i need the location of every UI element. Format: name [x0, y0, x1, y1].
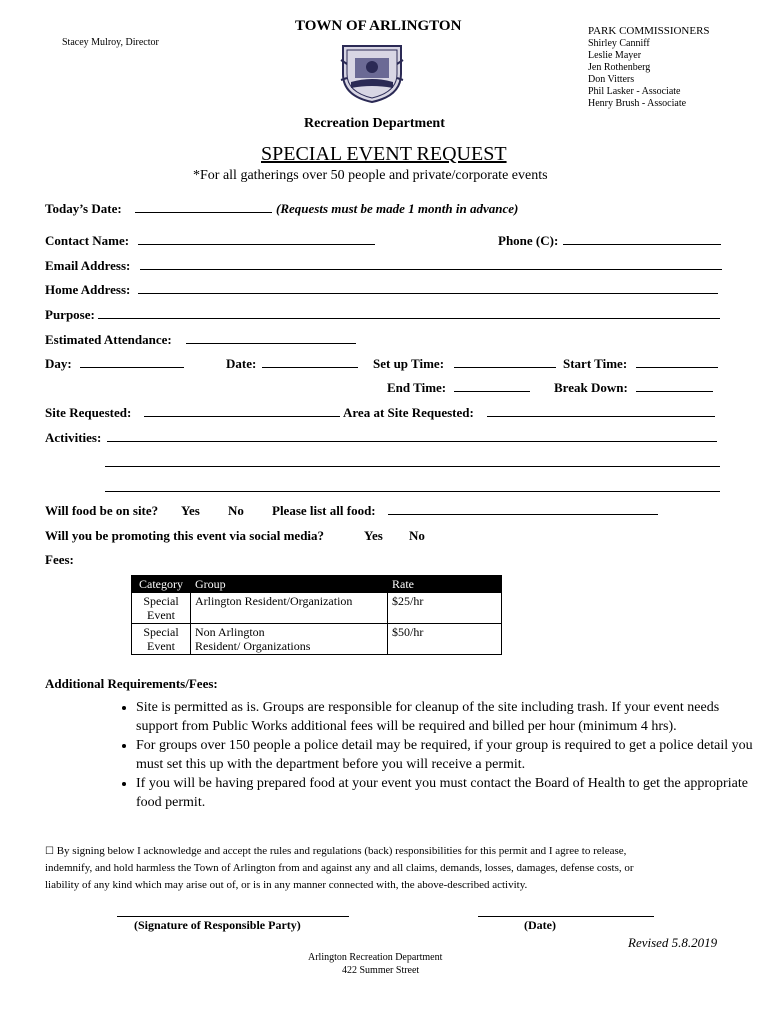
- site-requested-label: Site Requested:: [45, 405, 132, 420]
- phone-label: Phone (C):: [498, 233, 559, 248]
- footer-line-1: Arlington Recreation Department: [308, 952, 443, 963]
- commissioner-4: Don Vitters: [588, 74, 635, 85]
- group-cell: [191, 624, 388, 655]
- home-address-field[interactable]: [138, 283, 718, 294]
- end-time-label: End Time:: [387, 380, 447, 395]
- end-time-field[interactable]: [454, 381, 530, 392]
- attendance-label: Estimated Attendance:: [45, 332, 172, 347]
- area-field[interactable]: [487, 406, 715, 417]
- header-category: Category: [132, 576, 191, 593]
- date-signed-field[interactable]: [478, 906, 654, 917]
- agreement-checkbox[interactable]: ☐: [45, 846, 54, 857]
- group-cell: [191, 593, 388, 624]
- start-time-field[interactable]: [636, 357, 718, 368]
- commissioner-2: Leslie Mayer: [588, 50, 642, 61]
- group-line-1: Non Arlington: [195, 625, 265, 639]
- break-down-field[interactable]: [636, 381, 713, 392]
- commissioner-1: Shirley Canniff: [588, 38, 650, 49]
- category-line-2: Event: [147, 608, 175, 622]
- header-rate: Rate: [388, 576, 502, 593]
- commissioner-5: Phil Lasker - Associate: [588, 86, 681, 97]
- date-signed-label: (Date): [524, 918, 556, 932]
- setup-time-field[interactable]: [454, 357, 556, 368]
- commissioners-title: PARK COMMISSIONERS: [588, 25, 710, 37]
- contact-name-label: Contact Name:: [45, 233, 130, 248]
- phone-field[interactable]: [563, 234, 721, 245]
- date-field[interactable]: [262, 357, 358, 368]
- food-list-label: Please list all food:: [272, 503, 376, 518]
- list-item: • If you will be having prepared food at your event you must contact the Board of Health to get the appropriate food permit.: [136, 774, 756, 812]
- form-title: SPECIAL EVENT REQUEST: [261, 143, 507, 165]
- signature-label: (Signature of Responsible Party): [134, 918, 301, 932]
- list-item: • Site is permitted as is. Groups are responsible for cleanup of the site including trash. If your event needs support from Public Works additional fees will be required and billed per hour (minimum 4 hrs).: [136, 698, 756, 736]
- social-yes-option[interactable]: Yes: [364, 528, 383, 543]
- attendance-field[interactable]: [186, 333, 356, 344]
- department-name: Recreation Department: [304, 116, 445, 131]
- director-name: Stacey Mulroy, Director: [62, 37, 159, 48]
- agreement-line-2: indemnify, and hold harmless the Town of Arlington from and against any and all claims, demands, losses, damages, defense costs, or: [45, 862, 634, 874]
- food-list-field[interactable]: [388, 504, 658, 515]
- email-label: Email Address:: [45, 258, 131, 273]
- email-field[interactable]: [140, 259, 722, 270]
- table-header-row: [132, 576, 502, 593]
- commissioner-6: Henry Brush - Associate: [588, 98, 687, 109]
- food-question: Will food be on site?: [45, 503, 159, 518]
- table-row: [132, 593, 502, 624]
- activities-field-2[interactable]: [105, 456, 720, 467]
- purpose-field[interactable]: [98, 308, 720, 319]
- advance-note: (Requests must be made 1 month in advance): [276, 201, 519, 216]
- purpose-label: Purpose:: [45, 307, 95, 322]
- footer-line-2: 422 Summer Street: [342, 965, 420, 976]
- social-media-question: Will you be promoting this event via social media?: [45, 528, 325, 543]
- rate-cell: $25/hr: [388, 593, 502, 624]
- activities-field-3[interactable]: [105, 481, 720, 492]
- revised-date: Revised 5.8.2019: [628, 935, 718, 950]
- food-yes-option[interactable]: Yes: [181, 503, 200, 518]
- group-line-2: Resident/ Organizations: [195, 639, 311, 653]
- contact-name-field[interactable]: [138, 234, 375, 245]
- table-row: [132, 624, 502, 655]
- food-no-option[interactable]: No: [228, 503, 244, 518]
- area-label: Area at Site Requested:: [343, 405, 474, 420]
- commissioner-3: Jen Rothenberg: [588, 62, 651, 73]
- todays-date-label: Today’s Date:: [45, 201, 122, 216]
- start-time-label: Start Time:: [563, 356, 628, 371]
- category-line-2: Event: [147, 639, 175, 653]
- category-line-1: Special: [143, 594, 179, 608]
- activities-label: Activities:: [45, 430, 102, 445]
- todays-date-field[interactable]: [135, 202, 272, 213]
- category-line-1: Special: [143, 625, 179, 639]
- day-label: Day:: [45, 356, 72, 371]
- form-subtitle: *For all gatherings over 50 people and private/corporate events: [193, 168, 548, 183]
- agreement-text: [45, 843, 634, 894]
- setup-time-label: Set up Time:: [373, 356, 445, 371]
- activities-field-1[interactable]: [107, 431, 717, 442]
- category-cell: [132, 624, 191, 655]
- group-line-1: Arlington Resident/Organization: [195, 594, 353, 608]
- signature-field[interactable]: [117, 906, 349, 917]
- header-group: Group: [191, 576, 388, 593]
- agreement-line-3: liability of any kind which may arise out of, or is in any manner connected with, the above-described activity.: [45, 879, 528, 891]
- day-field[interactable]: [80, 357, 184, 368]
- additional-requirements-title: Additional Requirements/Fees:: [45, 676, 218, 691]
- requirements-list: [112, 698, 756, 812]
- fees-label: Fees:: [45, 552, 74, 567]
- break-down-label: Break Down:: [554, 380, 628, 395]
- fees-table: [131, 575, 502, 655]
- agreement-line-1: By signing below I acknowledge and accept the rules and regulations (back) responsibilities for this permit and I agree to release,: [56, 845, 627, 857]
- list-item: • For groups over 150 people a police detail may be required, if your group is required to get a police detail you must set this up with the department before you will receive a permit.: [136, 736, 756, 774]
- date-label: Date:: [226, 356, 257, 371]
- social-no-option[interactable]: No: [409, 528, 425, 543]
- town-title: TOWN OF ARLINGTON: [295, 18, 462, 34]
- home-address-label: Home Address:: [45, 282, 131, 297]
- town-seal-icon: [337, 40, 407, 104]
- category-cell: [132, 593, 191, 624]
- site-requested-field[interactable]: [144, 406, 340, 417]
- rate-cell: $50/hr: [388, 624, 502, 655]
